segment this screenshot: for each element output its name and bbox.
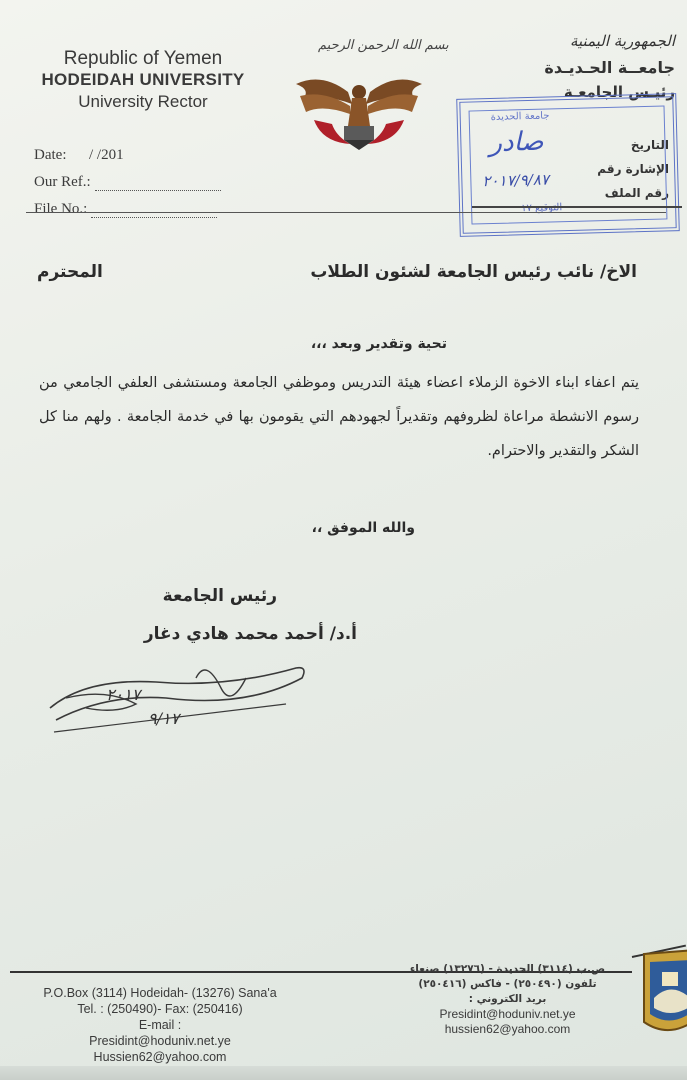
page-bottom-edge (0, 1066, 687, 1080)
letter-body: يتم اعفاء ابناء الاخوة الزملاء اعضاء هيئة التدريس وموظفي الجامعة ومستشفى العلفي الجامعي من رسوم الانشطة مراعاة لظروفهم وتقديراً لجهودهم التي يقومون بها في خدمة الجامعة . ولهم منا كل الشكر والتقدير والاحترام. (39, 375, 639, 459)
footer-email-1-ar: Presidint@hoduniv.net.ye (439, 1007, 576, 1021)
date-label: Date: (34, 147, 67, 163)
honorific: المحترم (37, 262, 103, 282)
closing: والله الموفق ،، (311, 520, 415, 536)
reference-fields (34, 137, 221, 218)
addressee: الاخ/ نائب رئيس الجامعة لشئون الطلاب (310, 262, 637, 282)
stamp-number: ٢٠١٧/٩/٨٧ (482, 170, 550, 191)
greeting: تحية وتقدير وبعد ،،، (310, 336, 447, 352)
signature-daymonth: ٩/١٧ (148, 709, 180, 728)
file-label: File No.: (34, 201, 88, 217)
footer-email-label-ar: بريد الكتروني : (468, 993, 547, 1005)
country-name: Republic of Yemen (63, 48, 223, 69)
footer-email-2-ar: hussien62@yahoo.com (444, 1022, 571, 1036)
footer-email-2: Hussien62@yahoo.com (93, 1050, 227, 1064)
header-divider (26, 212, 666, 213)
university-name: HODEIDAH UNIVERSITY (41, 70, 245, 89)
footer-arabic (395, 962, 620, 1037)
office-name: University Rector (78, 92, 208, 111)
signatory-title: رئيس الجامعة (162, 586, 277, 606)
university-name-ar: جامعــة الحـديـدة (544, 58, 675, 77)
country-name-ar: الجمهورية اليمنية (569, 32, 675, 50)
letterhead-english (28, 48, 258, 112)
office-name-ar: رئيـس الجامعـة (563, 83, 675, 101)
footer-english (40, 985, 280, 1065)
date-value: / /201 (88, 147, 124, 163)
footer-tel: Tel. : (250490)- Fax: (250416) (77, 1002, 243, 1016)
letterhead-arabic (485, 32, 675, 101)
basmala: بسم الله الرحمن الرحيم (318, 38, 449, 53)
date-label-ar: التاريخ (630, 138, 669, 152)
addressee-line (37, 262, 637, 282)
university-logo-icon (640, 948, 687, 1040)
footer-pobox-ar: ص.ب (٣١١٤) الحديدة - (١٣٢٧٦) صنعاء (409, 963, 606, 975)
yemen-eagle-emblem-icon (292, 70, 426, 152)
ref-label-ar: الإشارة رقم (597, 162, 669, 176)
footer-email-label: E-mail : (138, 1018, 182, 1032)
stamp-footer: التوقيع ١٧ (520, 202, 563, 215)
footer-email-1: Presidint@hoduniv.net.ye (89, 1034, 231, 1048)
ref-label: Our Ref.: (34, 174, 91, 190)
outgoing-stamp (456, 93, 680, 237)
file-line (91, 203, 217, 218)
file-label-ar: رقم الملف (604, 186, 669, 200)
handwritten-signature (46, 648, 316, 738)
stamp-handwritten: صادر (489, 126, 544, 159)
footer-tel-ar: تلفون (٢٥٠٤٩٠) - فاكس (٢٥٠٤١٦) (418, 978, 597, 990)
signatory-name: أ.د/ أحمد محمد هادي دغار (143, 624, 357, 644)
ref-line (95, 176, 221, 191)
signature-year: ٢٠١٧ (106, 685, 141, 704)
header-divider-right (472, 206, 682, 208)
stamp-header: جامعة الحديدة (490, 110, 550, 124)
footer-pobox: P.O.Box (3114) Hodeidah- (13276) Sana'a (43, 986, 277, 1000)
